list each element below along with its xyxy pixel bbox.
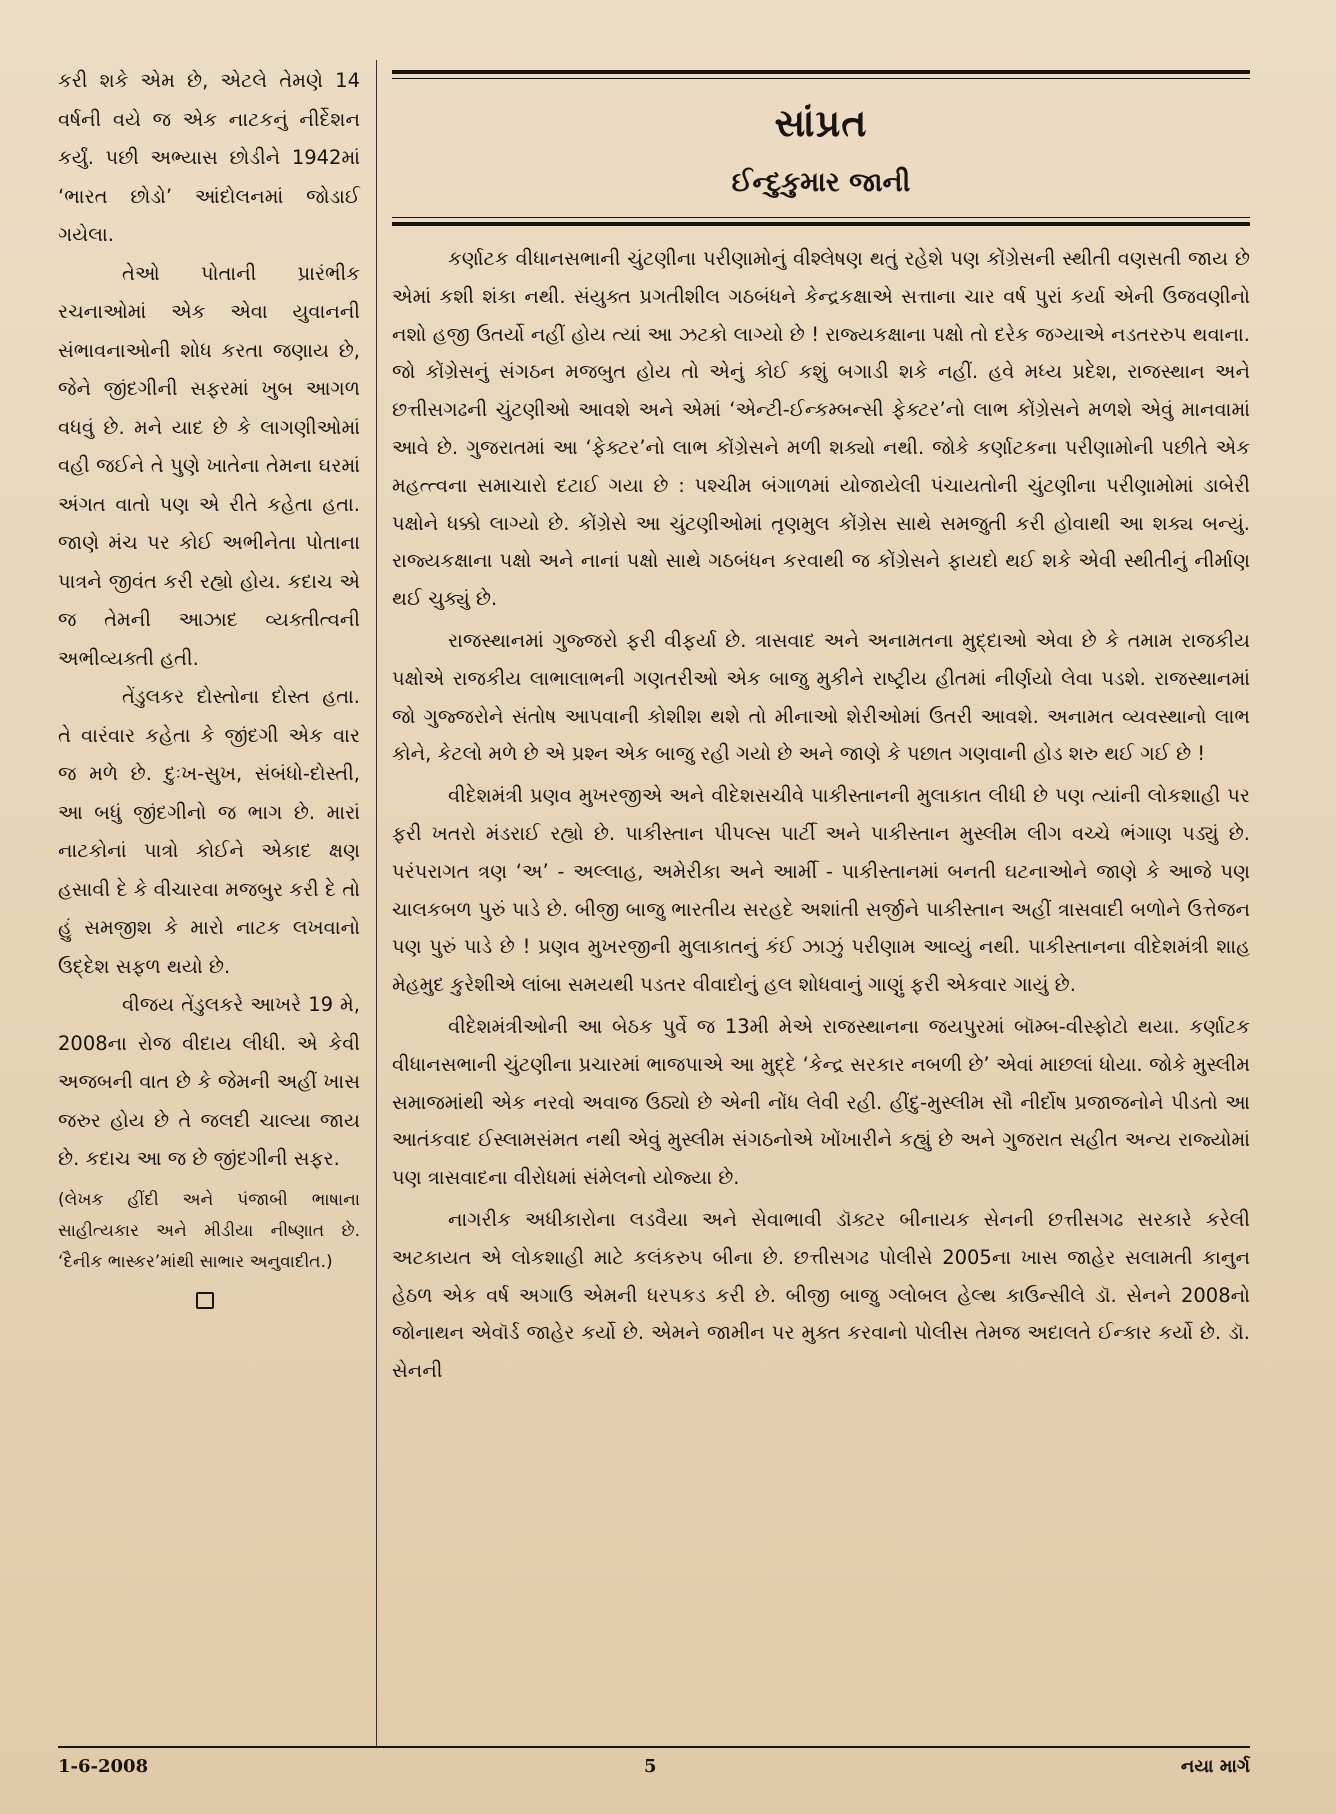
column-divider	[376, 60, 377, 1746]
end-of-article-square-icon	[196, 1292, 214, 1309]
article-paragraph-4: વીદેશમંત્રીઓની આ બેઠક પુર્વે જ 13મી મેએ રાજસ્થાનના જયપુરમાં બૉમ્બ-વીસ્ફોટો થયા. કર્ણાટક વીધાનસભાની ચુંટણીના પ્રચારમાં ભાજપાએ આ મુદ્દે ‘કેન્દ્ર સરકાર નબળી છે’ એવાં માછલાં ધોયા. જોકે મુસ્લીમ સમાજમાંથી એક નરવો અવાજ ઉઠ્યો છે એની નોંધ લેવી રહી. હીંદુ-મુસ્લીમ સૌ નીર્દોષ પ્રજાજનોને પીડતો આ આતંકવાદ ઈસ્લામસંમત નથી એવું મુસ્લીમ સંગઠનોએ ખોંખારીને કહ્યું છે અને ગુજરાત સહીત અન્ય રાજ્યોમાં પણ ત્રાસવાદના વીરોધમાં સંમેલનો યોજ્યા છે.	[392, 1014, 1250, 1190]
left-paragraph-4: વીજય તેંડુલકરે આખરે 19 મે, 2008ના રોજ વીદાય લીધી. એ કેવી અજબની વાત છે કે જેમની અહીં ખાસ જરુર હોય છે તે જલદી ચાલ્યા જાય છે. કદાચ આ જ છે જીંદગીની સફર.	[58, 993, 360, 1170]
article-paragraph-1: કર્ણાટક વીધાનસભાની ચુંટણીના પરીણામોનું વીશ્લેષણ થતું રહેશે પણ કોંગ્રેસની સ્થીતી વણસતી જાય છે એમાં કશી શંકા નથી. સંયુક્ત પ્રગતીશીલ ગઠબંધને કેન્દ્રકક્ષાએ સત્તાના ચાર વર્ષ પુરાં કર્યા એની ઉજવણીનો નશો હજી ઉતર્યો નહીં હોય ત્યાં આ ઝટકો લાગ્યો છે ! રાજ્યકક્ષાના પક્ષો તો દરેક જગ્યાએ નડતરરુપ થવાના. જો કોંગ્રેસનું સંગઠન મજબુત હોય તો એનું કોઈ કશું બગાડી શકે નહીં. હવે મધ્ય પ્રદેશ, રાજસ્થાન અને છત્તીસગઢની ચુંટણીઓ આવશે અને એમાં ‘એન્ટી-ઈન્કમ્બન્સી ફેક્ટર’નો લાભ કોંગ્રેસને મળશે એવું માનવામાં આવે છે. ગુજરાતમાં આ ‘ફેક્ટર’નો લાભ કોંગ્રેસને મળી શક્યો નથી. જોકે કર્ણાટકના પરીણામોની પછીતે એક મહત્ત્વના સમાચારો દટાઈ ગયા છે : પશ્ચીમ બંગાળમાં યોજાયેલી પંચાયતોની ચુંટણીના પરીણામોમાં ડાબેરી પક્ષોને ધક્કો લાગ્યો છે. કોંગ્રેસે આ ચુંટણીઓમાં તૃણમુલ કોંગ્રેસ સાથે સમજુતી કરી હોવાથી આ શક્ય બન્યું. રાજ્યકક્ષાના પક્ષો અને નાનાં પક્ષો સાથે ગઠબંધન કરવાથી જ કોંગ્રેસને ફાયદો થઈ શકે એવી સ્થીતીનું નીર્માણ થઈ ચુક્યું છે.	[392, 247, 1250, 611]
article-paragraph-5: નાગરીક અધીકારોના લડવૈયા અને સેવાભાવી ડૉક્ટર બીનાયક સેનની છત્તીસગઢ સરકારે કરેલી અટકાયત એ લોકશાહી માટે કલંકરુપ બીના છે. છત્તીસગઢ પોલીસે 2005ના ખાસ જાહેર સલામતી કાનુન હેઠળ એક વર્ષ અગાઉ એમની ધરપકડ કરી છે. બીજી બાજુ ગ્લોબલ હેલ્થ કાઉન્સીલે ડૉ. સેનને 2008નો જોનાથન એવૉર્ડ જાહેર કર્યો છે. એમને જામીન પર મુક્ત કરવાનો પોલીસ તેમજ અદાલતે ઈન્કાર કર્યો છે. ડૉ. સેનની	[392, 1207, 1250, 1383]
article-body	[392, 240, 1250, 1390]
left-paragraph-2: તેઓ પોતાની પ્રારંભીક રચનાઓમાં એક એવા યુવાનની સંભાવનાઓની શોધ કરતા જણાય છે, જેને જીંદગીની સફરમાં ખુબ આગળ વધવું છે. મને યાદ છે કે લાગણીઓમાં વહી જઈને તે પુણે ખાતેના તેમના ઘરમાં અંગત વાતો પણ એ રીતે કહેતા હતા. જાણે મંચ પર કોઈ અભીનેતા પોતાના પાત્રને જીવંત કરી રહ્યો હોય. કદાચ એ જ તેમની આઝાદ વ્યક્તીત્વની અભીવ્યક્તી હતી.	[58, 261, 360, 670]
masthead-bottom-rule	[392, 217, 1250, 226]
masthead-top-rule	[392, 70, 1250, 79]
article-paragraph-2: રાજસ્થાનમાં ગુજ્જરો ફરી વીફર્યા છે. ત્રાસવાદ અને અનામતના મુદ્દાઓ એવા છે કે તમામ રાજકીય પક્ષોએ રાજકીય લાભાલાભની ગણતરીઓ એક બાજુ મુકીને રાષ્ટ્રીય હીતમાં નીર્ણયો લેવા પડશે. રાજસ્થાનમાં જો ગુજ્જરોને સંતોષ આપવાની કોશીશ થશે તો મીનાઓ શેરીઓમાં ઉતરી આવશે. અનામત વ્યવસ્થાનો લાભ કોને, કેટલો મળે છે એ પ્રશ્ન એક બાજુ રહી ગયો છે અને જાણે કે પછાત ગણવાની હોડ શરુ થઈ ગઈ છે !	[392, 628, 1250, 766]
author-note: (લેખક હીંદી અને પંજાબી ભાષાના સાહીત્યકાર અને મીડીયા નીષ્ણાત છે. ‘દૈનીક ભાસ્કર’માંથી સાભાર અનુવાદીત.)	[58, 1189, 360, 1272]
magazine-name: નયા માર્ગ	[1180, 1756, 1250, 1777]
column-author: ઈન્દુકુમાર જાની	[731, 167, 911, 198]
left-column	[58, 62, 360, 1309]
page-footer	[58, 1756, 1250, 1786]
left-paragraph-1: કરી શકે એમ છે, એટલે તેમણે 14 વર્ષની વયે જ એક નાટકનું નીર્દેશન કર્યું. પછી અભ્યાસ છોડીને 1942માં ‘ભારત છોડો’ આંદોલનમાં જોડાઈ ગયેલા.	[58, 69, 360, 246]
column-title: સાંપ્રત	[774, 101, 868, 145]
issue-date: 1-6-2008	[58, 1756, 149, 1777]
right-column	[392, 70, 1250, 1390]
left-paragraph-3: તેંડુલકર દોસ્તોના દોસ્ત હતા. તે વારંવાર કહેતા કે જીંદગી એક વાર જ મળે છે. દુઃખ-સુખ, સંબંધો-દોસ્તી, આ બધું જીંદગીનો જ ભાગ છે. મારાં નાટકોનાં પાત્રો કોઈને એકાદ ક્ષણ હસાવી દે કે વીચારવા મજબુર કરી દે તો હું સમજીશ કે મારો નાટક લખવાનો ઉદ્દેશ સફળ થયો છે.	[58, 685, 360, 978]
page-number: 5	[644, 1756, 657, 1777]
article-paragraph-3: વીદેશમંત્રી પ્રણવ મુખરજીએ અને વીદેશસચીવે પાકીસ્તાનની મુલાકાત લીધી છે પણ ત્યાંની લોકશાહી પર ફરી ખતરો મંડરાઈ રહ્યો છે. પાકીસ્તાન પીપલ્સ પાર્ટી અને પાકીસ્તાન મુસ્લીમ લીગ વચ્ચે ભંગાણ પડ્યું છે. પરંપરાગત ત્રણ ‘અ’ - અલ્લાહ, અમેરીકા અને આર્મી - પાકીસ્તાનમાં બનતી ઘટનાઓને જાણે કે આજે પણ ચાલકબળ પુરું પાડે છે. બીજી બાજુ ભારતીય સરહદે અશાંતી સર્જીને પાકીસ્તાન અહીં ત્રાસવાદી બળોને ઉત્તેજન પણ પુરું પાડે છે ! પ્રણવ મુખરજીની મુલાકાતનું કંઈ ઝાઝું પરીણામ આવ્યું નથી. પાકીસ્તાનના વીદેશમંત્રી શાહ મેહમુદ કુરેશીએ લાંબા સમયથી પડતર વીવાદોનું હલ શોધવાનું ગાણું ફરી એકવાર ગાયું છે.	[392, 784, 1250, 997]
footer-rule	[58, 1746, 1250, 1748]
